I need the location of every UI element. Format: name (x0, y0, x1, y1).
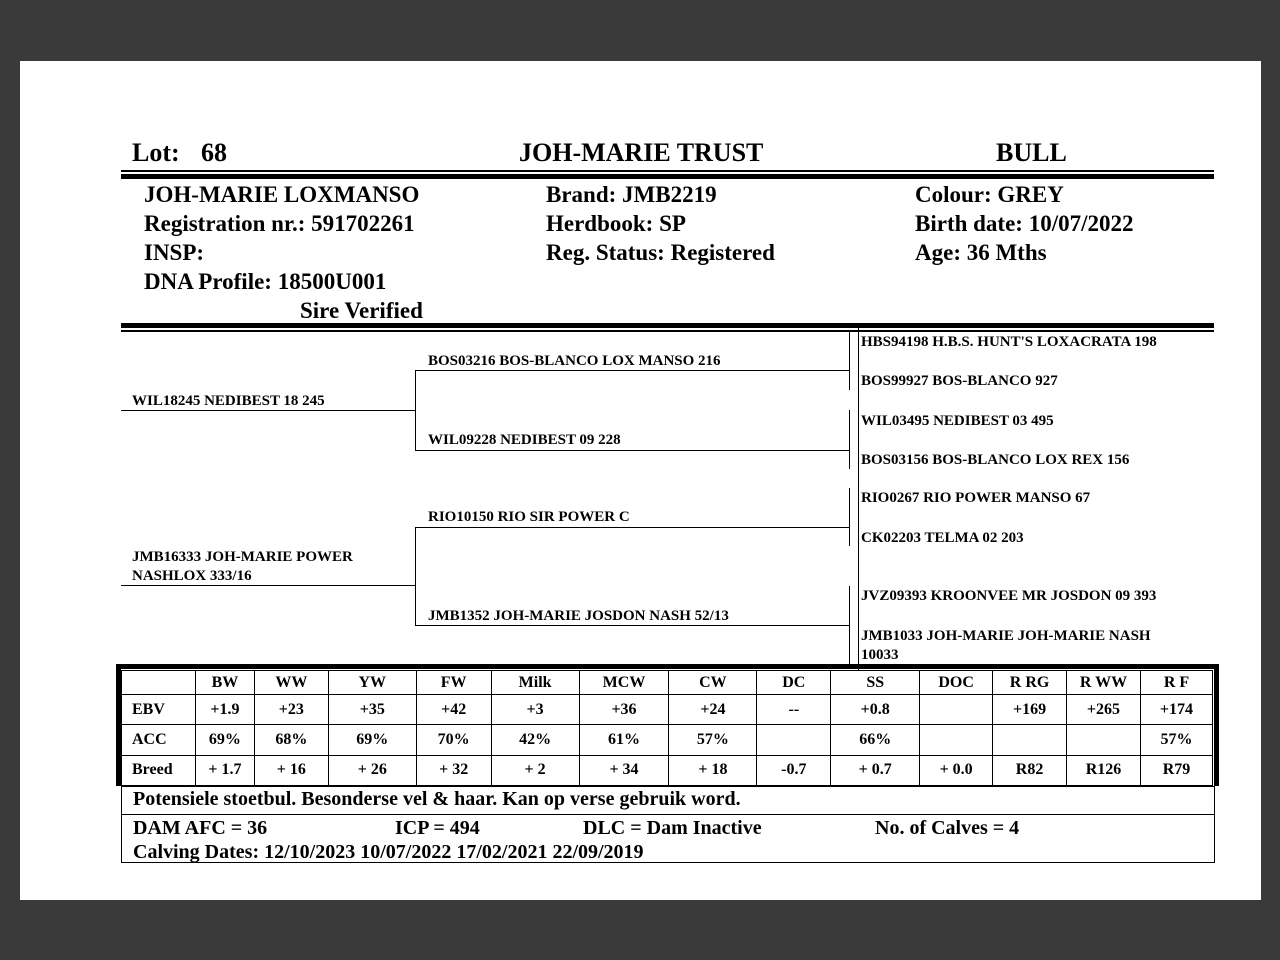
lot-number: 68 (201, 138, 227, 167)
breed-cell: + 16 (254, 755, 328, 785)
pedigree-sire-dam: WIL09228 NEDIBEST 09 228 (428, 432, 621, 448)
ebv-header-cell: YW (328, 671, 416, 695)
icp: ICP = 494 (395, 817, 480, 839)
comment-text: Potensiele stoetbul. Besonderse vel & haar. Kan op verse gebruik word. (133, 788, 741, 810)
ggp-6: CK02203 TELMA 02 203 (861, 530, 1024, 546)
header-rule-thick (121, 174, 1214, 179)
ggp-1: HBS94198 H.B.S. HUNT'S LOXACRATA 198 (861, 334, 1157, 350)
ebv-header-cell: Milk (491, 671, 579, 695)
breed-cell: -0.7 (757, 755, 831, 785)
acc-cell: 61% (579, 725, 669, 755)
info-rule-thick (121, 323, 1214, 328)
ggp-bracket-2 (849, 410, 850, 469)
ggp-4: BOS03156 BOS-BLANCO LOX REX 156 (861, 452, 1130, 468)
ebv-header-cell: R RG (993, 671, 1067, 695)
ebv-header-row (122, 671, 1213, 695)
acc-cell (993, 725, 1067, 755)
ebv-table (121, 670, 1213, 786)
ebv-cell (920, 695, 993, 725)
breed-cell: + 1.7 (195, 755, 254, 785)
ebv-cell: +265 (1067, 695, 1141, 725)
dam-bracket (415, 527, 416, 626)
dna-profile: DNA Profile: 18500U001 (144, 269, 387, 294)
acc-cell: 42% (491, 725, 579, 755)
ebv-cell: +23 (254, 695, 328, 725)
comment-box (121, 786, 1215, 815)
lot-label: Lot: (132, 138, 180, 167)
pedigree-sire-sire: BOS03216 BOS-BLANCO LOX MANSO 216 (428, 353, 721, 369)
breed-row-label: Breed (122, 755, 196, 785)
ebv-cell: +35 (328, 695, 416, 725)
ggp-bracket-1 (849, 331, 850, 390)
ebv-cell: +0.8 (831, 695, 920, 725)
info-rule-thin (121, 330, 1214, 332)
no-of-calves: No. of Calves = 4 (875, 817, 1020, 839)
breed-row (122, 755, 1213, 785)
colour: Colour: GREY (915, 182, 1064, 207)
ggp-7: JVZ09393 KROONVEE MR JOSDON 09 393 (861, 588, 1157, 604)
herdbook: Herdbook: SP (546, 211, 686, 236)
animal-name: JOH-MARIE LOXMANSO (144, 182, 420, 207)
breed-cell: + 0.0 (920, 755, 993, 785)
sire-bracket (415, 370, 416, 451)
dam-afc: DAM AFC = 36 (133, 817, 268, 839)
ggp-bracket-4 (849, 586, 850, 666)
animal-info-middle (546, 180, 775, 267)
ggp-5: RIO0267 RIO POWER MANSO 67 (861, 490, 1091, 506)
ggp-8-line2: 10033 (861, 647, 899, 663)
birth-date: Birth date: 10/07/2022 (915, 211, 1134, 236)
age: Age: 36 Mths (915, 240, 1047, 265)
dam-sire-line (415, 527, 849, 528)
dlc: DLC = Dam Inactive (583, 817, 762, 839)
acc-row-label: ACC (122, 725, 196, 755)
acc-cell (1067, 725, 1141, 755)
ebv-header-cell: BW (195, 671, 254, 695)
animal-info-left (144, 180, 423, 325)
ebv-cell: +3 (491, 695, 579, 725)
acc-cell: 57% (1140, 725, 1212, 755)
animal-info-right (915, 180, 1134, 267)
ggp-2: BOS99927 BOS-BLANCO 927 (861, 373, 1058, 389)
ebv-cell: -- (757, 695, 831, 725)
sire-verified: Sire Verified (300, 298, 423, 323)
reg-status: Reg. Status: Registered (546, 240, 775, 265)
pedigree-dam-line1: JMB16333 JOH-MARIE POWER (132, 549, 353, 565)
ggp-3: WIL03495 NEDIBEST 03 495 (861, 413, 1054, 429)
ebv-header-cell: DOC (920, 671, 993, 695)
ebv-header-cell (122, 671, 196, 695)
pedigree-dam (132, 548, 353, 586)
acc-cell (757, 725, 831, 755)
ebv-cell: +174 (1140, 695, 1212, 725)
ebv-cell: +42 (416, 695, 491, 725)
breed-cell: R79 (1140, 755, 1212, 785)
breed-cell: + 18 (669, 755, 757, 785)
insp-label: INSP: (144, 240, 205, 265)
acc-cell: 68% (254, 725, 328, 755)
pedigree-dam-dam: JMB1352 JOH-MARIE JOSDON NASH 52/13 (428, 608, 729, 624)
brand: Brand: JMB2219 (546, 182, 717, 207)
ggp-8-line1: JMB1033 JOH-MARIE JOH-MARIE NASH (861, 628, 1151, 644)
pedigree-dam-line2: NASHLOX 333/16 (132, 568, 252, 584)
ebv-header-cell: R WW (1067, 671, 1141, 695)
ebv-cell: +36 (579, 695, 669, 725)
acc-cell (920, 725, 993, 755)
ebv-row-label: EBV (122, 695, 196, 725)
acc-cell: 66% (831, 725, 920, 755)
ebv-header-cell: FW (416, 671, 491, 695)
calving-dates: Calving Dates: 12/10/2023 10/07/2022 17/02/2021 22/09/2019 (133, 841, 644, 863)
acc-cell: 69% (195, 725, 254, 755)
header-rule-thin (121, 170, 1214, 172)
ebv-cell: +1.9 (195, 695, 254, 725)
pedigree-col-divider (858, 324, 859, 670)
breed-cell: + 2 (491, 755, 579, 785)
ebv-row (122, 695, 1213, 725)
ebv-header-cell: WW (254, 671, 328, 695)
pedigree-dam-sire: RIO10150 RIO SIR POWER C (428, 509, 630, 525)
ebv-cell: +169 (993, 695, 1067, 725)
animal-category: BULL (996, 138, 1067, 167)
breed-cell: R82 (993, 755, 1067, 785)
acc-cell: 69% (328, 725, 416, 755)
ebv-cell: +24 (669, 695, 757, 725)
acc-cell: 70% (416, 725, 491, 755)
registration-number: Registration nr.: 591702261 (144, 211, 415, 236)
ggp-bracket-3 (849, 488, 850, 546)
breed-cell: + 0.7 (831, 755, 920, 785)
ggp-8 (861, 627, 1151, 665)
breed-cell: + 26 (328, 755, 416, 785)
breed-cell: + 32 (416, 755, 491, 785)
ebv-header-cell: DC (757, 671, 831, 695)
pedigree-sire: WIL18245 NEDIBEST 18 245 (132, 393, 325, 409)
ebv-header-cell: R F (1140, 671, 1212, 695)
acc-cell: 57% (669, 725, 757, 755)
acc-row (122, 725, 1213, 755)
ebv-header-cell: SS (831, 671, 920, 695)
ebv-header-cell: MCW (579, 671, 669, 695)
ebv-header-cell: CW (669, 671, 757, 695)
owner-name: JOH-MARIE TRUST (519, 138, 764, 167)
breed-cell: R126 (1067, 755, 1141, 785)
dam-info-box (121, 814, 1215, 863)
sire-dam-line (415, 450, 849, 451)
breed-cell: + 34 (579, 755, 669, 785)
